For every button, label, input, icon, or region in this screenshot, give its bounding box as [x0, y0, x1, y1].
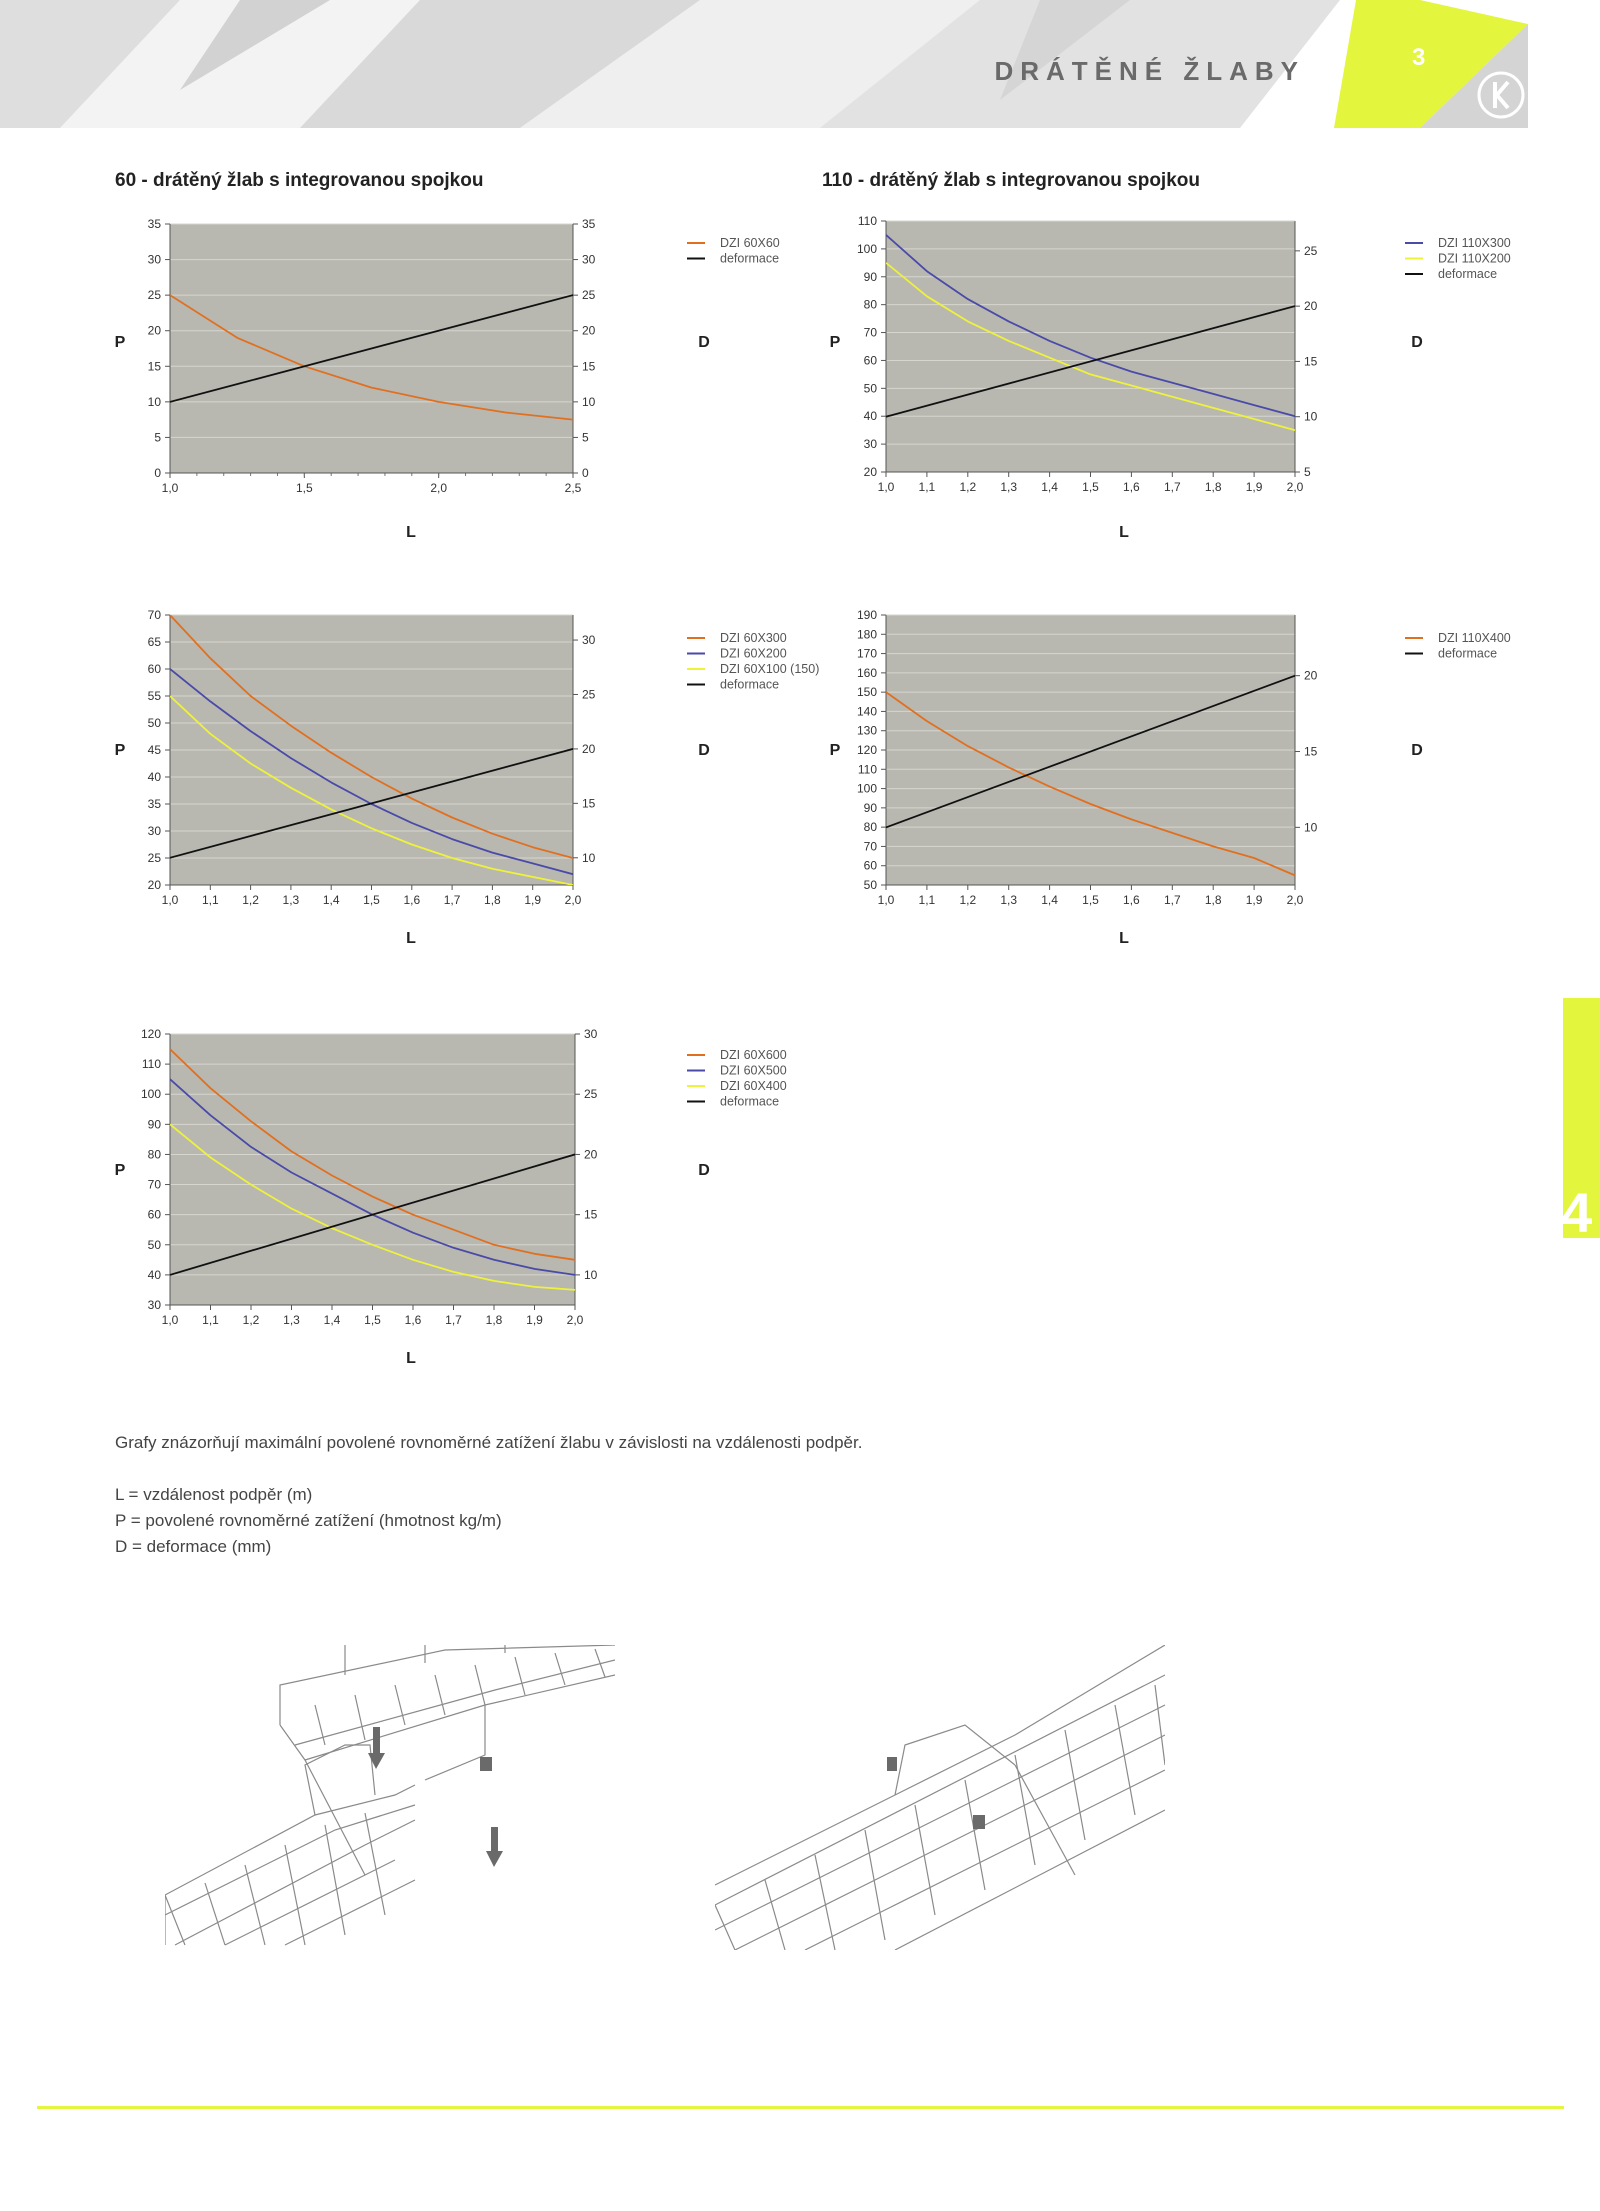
x-tick-label: 1,1 — [918, 480, 936, 494]
x-tick-label: 1,7 — [443, 893, 461, 907]
x-axis-title: L — [406, 1350, 416, 1367]
x-tick-label: 2,0 — [430, 481, 448, 495]
y2-tick-label: 15 — [582, 359, 596, 374]
x-tick-label: 1,0 — [161, 893, 179, 907]
x-tick-label: 2,5 — [564, 481, 582, 495]
y-tick-label: 100 — [856, 241, 877, 256]
y-tick-label: 120 — [140, 1027, 161, 1041]
legend-p: P = povolené rovnoměrné zatížení (hmotnost kg/m) — [115, 1511, 502, 1530]
x-tick-label: 1,7 — [1163, 893, 1181, 907]
x-tick-label: 1,9 — [526, 1313, 543, 1327]
chart-110x400 — [820, 605, 1580, 955]
y-tick-label: 180 — [856, 627, 877, 642]
y-tick-label: 0 — [154, 466, 161, 480]
y-tick-label: 20 — [863, 465, 877, 479]
y-tick-label: 50 — [147, 716, 161, 730]
y-tick-label: 70 — [147, 1177, 161, 1192]
y2-tick-label: 30 — [582, 633, 596, 648]
y2-tick-label: 10 — [584, 1267, 598, 1282]
x-tick-label: 1,8 — [1204, 480, 1222, 494]
y-tick-label: 70 — [147, 608, 161, 622]
x-tick-label: 1,5 — [363, 893, 380, 907]
y-tick-label: 30 — [147, 824, 161, 838]
legend-label: DZI 60X300 — [720, 631, 787, 645]
y-tick-label: 70 — [863, 325, 877, 340]
x-tick-label: 1,1 — [202, 1313, 219, 1327]
x-tick-label: 1,4 — [323, 1313, 341, 1327]
y-tick-label: 90 — [147, 1117, 161, 1132]
y2-tick-label: 10 — [1304, 820, 1318, 835]
x-tick-label: 1,7 — [445, 1313, 462, 1327]
y2-tick-label: 10 — [582, 850, 596, 865]
header-background — [0, 0, 1600, 128]
x-tick-label: 1,8 — [485, 1313, 503, 1327]
y-axis-title: P — [114, 742, 126, 759]
y2-tick-label: 20 — [1304, 299, 1318, 314]
y-axis-title: P — [829, 334, 841, 351]
y-axis-title: P — [114, 334, 126, 351]
y-tick-label: 60 — [863, 858, 877, 873]
legend-label: deformace — [1438, 267, 1498, 281]
chart-60x300-60x200-60x100 — [100, 605, 860, 955]
y-axis-title: P — [114, 1162, 126, 1179]
y-tick-label: 40 — [147, 770, 161, 784]
y-tick-label: 55 — [147, 689, 161, 703]
x-tick-label: 1,2 — [959, 480, 977, 494]
header-title: DRÁTĚNÉ ŽLABY — [994, 56, 1305, 86]
x-tick-label: 1,0 — [161, 481, 179, 495]
x-tick-label: 1,4 — [322, 893, 340, 907]
x-tick-label: 1,1 — [201, 893, 219, 907]
y2-tick-label: 30 — [582, 252, 596, 267]
y2-axis-title: D — [1411, 334, 1423, 351]
y-tick-label: 5 — [154, 430, 161, 445]
x-tick-label: 1,0 — [877, 480, 895, 494]
description-intro: Grafy znázorňují maximální povolené rovnoměrné zatížení žlabu v závislosti na vzdálenosti podpěr. — [115, 1433, 863, 1452]
y-tick-label: 70 — [863, 839, 877, 854]
y-tick-label: 10 — [147, 394, 161, 409]
x-tick-label: 1,6 — [1123, 480, 1140, 494]
x-tick-label: 1,3 — [282, 893, 300, 907]
x-tick-label: 1,5 — [1082, 893, 1099, 907]
legend-label: DZI 60X600 — [720, 1048, 787, 1062]
y2-tick-label: 15 — [582, 796, 596, 811]
x-tick-label: 1,5 — [364, 1313, 381, 1327]
x-tick-label: 1,3 — [1000, 893, 1018, 907]
legend-label: deformace — [720, 677, 780, 692]
x-tick-label: 1,9 — [1245, 480, 1263, 494]
y2-axis-title: D — [698, 742, 710, 759]
tray-joining-illustration — [165, 1645, 615, 1950]
y-tick-label: 100 — [856, 781, 877, 796]
x-axis-title: L — [1119, 524, 1129, 541]
y-tick-label: 170 — [856, 646, 877, 661]
x-axis-title: L — [406, 524, 416, 541]
y-tick-label: 40 — [863, 409, 877, 424]
y-tick-label: 25 — [147, 288, 161, 303]
y-tick-label: 20 — [147, 878, 161, 892]
chart-60x60 — [100, 210, 860, 550]
x-tick-label: 2,0 — [564, 893, 582, 907]
legend-l: L = vzdálenost podpěr (m) — [115, 1485, 313, 1504]
x-tick-label: 1,5 — [295, 481, 313, 495]
legend-label: deformace — [720, 251, 780, 266]
legend-label: DZI 60X60 — [720, 236, 780, 250]
y-tick-label: 50 — [863, 381, 877, 396]
x-axis-title: L — [406, 930, 416, 947]
y-tick-label: 140 — [856, 704, 877, 719]
chapter-number: 4 — [1561, 1181, 1593, 1244]
x-tick-label: 1,0 — [161, 1313, 179, 1327]
y-tick-label: 60 — [147, 1207, 161, 1222]
y-tick-label: 30 — [863, 437, 877, 452]
y2-tick-label: 25 — [582, 288, 596, 303]
y-tick-label: 15 — [147, 359, 161, 374]
x-tick-label: 1,4 — [1041, 480, 1058, 494]
y2-tick-label: 10 — [1304, 409, 1318, 424]
y-tick-label: 80 — [147, 1147, 161, 1162]
y2-tick-label: 25 — [1304, 243, 1318, 258]
y-tick-label: 110 — [857, 214, 877, 228]
y2-axis-title: D — [1411, 742, 1423, 759]
legend-label: DZI 60X100 (150) — [720, 662, 820, 676]
section-title-60: 60 - drátěný žlab s integrovanou spojkou — [115, 170, 484, 191]
y2-tick-label: 5 — [1304, 465, 1311, 479]
y-tick-label: 35 — [147, 217, 161, 231]
legend-label: deformace — [1438, 646, 1498, 661]
y2-tick-label: 20 — [582, 741, 596, 756]
legend-label: DZI 110X400 — [1438, 631, 1511, 645]
y-tick-label: 150 — [856, 685, 877, 700]
y-tick-label: 130 — [856, 723, 877, 738]
x-tick-label: 1,7 — [1163, 480, 1181, 494]
y-tick-label: 80 — [863, 297, 877, 312]
legend-label: DZI 110X300 — [1438, 236, 1511, 250]
x-tick-label: 1,8 — [484, 893, 501, 907]
y2-tick-label: 35 — [582, 217, 596, 231]
y-tick-label: 160 — [856, 665, 877, 680]
y2-tick-label: 20 — [1304, 668, 1318, 683]
y2-tick-label: 15 — [1304, 354, 1318, 369]
legend-label: DZI 60X500 — [720, 1063, 787, 1078]
legend-d: D = deformace (mm) — [115, 1537, 272, 1556]
y-tick-label: 60 — [147, 662, 161, 676]
y-tick-label: 25 — [147, 851, 161, 865]
tray-joined-illustration — [715, 1645, 1165, 1950]
legend-label: deformace — [720, 1094, 780, 1109]
y-tick-label: 35 — [147, 797, 161, 811]
x-tick-label: 1,3 — [283, 1313, 300, 1327]
x-tick-label: 1,3 — [1000, 480, 1018, 494]
y-tick-label: 90 — [863, 269, 877, 284]
chart-60x600-60x500-60x400 — [100, 1022, 860, 1372]
x-tick-label: 1,2 — [242, 893, 259, 907]
y2-axis-title: D — [698, 1162, 710, 1179]
footer-line — [37, 2106, 1564, 2109]
plot-area — [886, 221, 1295, 472]
legend-label: DZI 60X200 — [720, 646, 787, 661]
y-tick-label: 120 — [856, 743, 877, 757]
x-tick-label: 1,9 — [524, 893, 542, 907]
y-tick-label: 45 — [147, 743, 161, 757]
logo-icon — [1476, 70, 1526, 120]
x-tick-label: 1,6 — [404, 1313, 422, 1327]
y2-tick-label: 20 — [582, 323, 596, 338]
x-tick-label: 1,2 — [242, 1313, 260, 1327]
x-tick-label: 2,0 — [566, 1313, 584, 1327]
y2-tick-label: 25 — [582, 687, 596, 702]
section-title-110: 110 - drátěný žlab s integrovanou spojkou — [822, 170, 1200, 191]
y-tick-label: 110 — [141, 1057, 161, 1072]
x-tick-label: 1,1 — [918, 893, 936, 907]
y2-tick-label: 15 — [1304, 744, 1318, 759]
y2-tick-label: 5 — [582, 430, 589, 445]
y-tick-label: 30 — [147, 1298, 161, 1312]
y-axis-title: P — [829, 742, 841, 759]
x-tick-label: 2,0 — [1286, 893, 1304, 907]
x-tick-label: 1,9 — [1245, 893, 1263, 907]
y-tick-label: 80 — [863, 820, 877, 835]
x-tick-label: 1,5 — [1082, 480, 1099, 494]
y2-tick-label: 15 — [584, 1207, 598, 1222]
y-tick-label: 20 — [147, 323, 161, 338]
y-tick-label: 190 — [856, 608, 877, 622]
y-tick-label: 90 — [863, 800, 877, 815]
y2-tick-label: 30 — [584, 1027, 598, 1041]
y2-tick-label: 0 — [582, 466, 589, 480]
y2-axis-title: D — [698, 334, 710, 351]
y-tick-label: 110 — [857, 762, 877, 777]
y-tick-label: 40 — [147, 1267, 161, 1282]
legend-label: DZI 60X400 — [720, 1079, 787, 1093]
page-header — [0, 0, 1600, 128]
y-tick-label: 60 — [863, 353, 877, 368]
y2-tick-label: 25 — [584, 1087, 598, 1102]
y-tick-label: 50 — [147, 1237, 161, 1252]
legend-label: DZI 110X200 — [1438, 251, 1511, 266]
x-tick-label: 1,6 — [1123, 893, 1140, 907]
x-tick-label: 1,0 — [877, 893, 895, 907]
x-tick-label: 2,0 — [1286, 480, 1304, 494]
x-tick-label: 1,6 — [403, 893, 421, 907]
y2-tick-label: 20 — [584, 1147, 598, 1162]
chart-110x300-110x200 — [820, 210, 1580, 550]
page-number: 3 — [1412, 44, 1426, 71]
x-tick-label: 1,4 — [1041, 893, 1058, 907]
y2-tick-label: 10 — [582, 394, 596, 409]
x-axis-title: L — [1119, 930, 1129, 947]
y-tick-label: 30 — [147, 252, 161, 267]
x-tick-label: 1,8 — [1204, 893, 1222, 907]
y-tick-label: 100 — [140, 1087, 161, 1102]
x-tick-label: 1,2 — [959, 893, 977, 907]
y-tick-label: 50 — [863, 878, 877, 892]
y-tick-label: 65 — [147, 635, 161, 649]
